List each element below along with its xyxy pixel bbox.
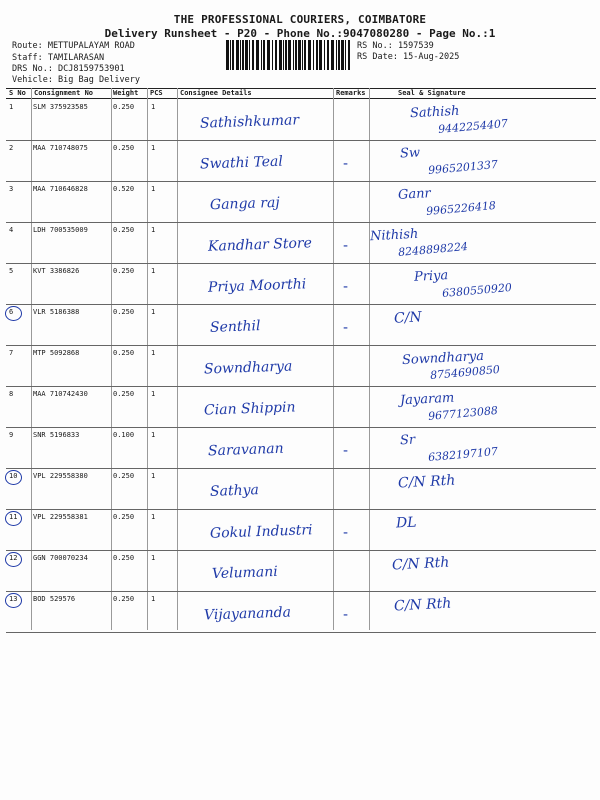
row-remarks: - [343, 525, 349, 541]
row-weight: 0.250 [113, 472, 135, 480]
row-sno: 9 [9, 431, 14, 439]
row-weight: 0.250 [113, 390, 135, 398]
col-divider [369, 88, 370, 630]
row-phone-number: 8248898224 [397, 239, 469, 260]
col-divider [177, 88, 178, 630]
row-weight: 0.250 [113, 144, 135, 152]
row-consignee-name: Sowndharya [203, 358, 293, 378]
row-consignee-name: Swathi Teal [199, 153, 284, 173]
row-weight: 0.250 [113, 554, 135, 562]
barcode-bar [261, 40, 262, 70]
row-remarks: - [343, 607, 349, 623]
row-remarks: - [343, 279, 349, 295]
row-pcs: 1 [151, 513, 156, 521]
row-signature: Sw [399, 145, 421, 162]
row-phone-number: 9677123088 [427, 403, 499, 424]
barcode-bar [230, 40, 231, 70]
row-signature: C/N Rth [393, 595, 452, 615]
rs-date: RS Date: 15-Aug-2025 [357, 52, 460, 62]
table-header-border [6, 98, 596, 99]
barcode-bar [316, 40, 318, 70]
barcode-bar [267, 40, 270, 70]
row-remarks: - [343, 156, 349, 172]
row-separator [6, 140, 596, 141]
row-weight: 0.250 [113, 267, 135, 275]
ink-circle-mark [5, 593, 22, 608]
row-consignment-no: MAA 710742430 [33, 390, 88, 398]
barcode-bar [272, 40, 273, 70]
row-phone-number: 9965226418 [425, 198, 497, 219]
row-sno: 6 [9, 308, 14, 316]
row-consignment-no: VLR 5186388 [33, 308, 80, 316]
row-consignee-name: Kandhar Store [207, 235, 313, 255]
barcode-bar [252, 40, 254, 70]
row-sno: 2 [9, 144, 14, 152]
row-consignee-name: Priya Moorthi [207, 276, 307, 296]
row-pcs: 1 [151, 226, 156, 234]
col-divider [31, 88, 32, 630]
col-divider [111, 88, 112, 630]
rs-number: RS No.: 1597539 [357, 41, 434, 51]
col-divider [333, 88, 334, 630]
col-consignment: Consignment No [34, 89, 94, 97]
col-sno: S No [9, 89, 26, 97]
barcode-bar [331, 40, 334, 70]
table-top-border [6, 88, 596, 89]
barcode-bar [249, 40, 250, 70]
row-phone-number: 6382197107 [427, 444, 499, 465]
barcode-bar [275, 40, 277, 70]
row-separator [6, 509, 596, 510]
row-consignment-no: MAA 710646828 [33, 185, 88, 193]
row-separator [6, 304, 596, 305]
row-weight: 0.250 [113, 226, 135, 234]
row-separator [6, 591, 596, 592]
barcode-bar [245, 40, 248, 70]
row-signature: C/N [393, 309, 423, 327]
barcode-bar [288, 40, 291, 70]
row-consignee-name: Senthil [209, 318, 261, 336]
row-signature: DL [395, 514, 417, 532]
row-signature: Sr [399, 432, 416, 449]
route-label: Route: METTUPALAYAM ROAD [12, 41, 135, 51]
row-pcs: 1 [151, 349, 156, 357]
row-remarks: - [343, 320, 349, 336]
row-consignment-no: VPL 229558381 [33, 513, 88, 521]
ink-circle-mark [5, 511, 22, 526]
row-remarks: - [343, 238, 349, 254]
barcode-bar [308, 40, 311, 70]
col-consignee: Consignee Details [180, 89, 252, 97]
staff-label: Staff: TAMILARASAN [12, 53, 105, 63]
row-pcs: 1 [151, 308, 156, 316]
barcode-bar [304, 40, 306, 70]
barcode-bar [226, 40, 229, 70]
row-separator [6, 427, 596, 428]
barcode-bar [302, 40, 303, 70]
barcode-bar [336, 40, 337, 70]
row-sno: 12 [9, 554, 18, 562]
row-separator [6, 222, 596, 223]
row-consignment-no: KVT 3386826 [33, 267, 80, 275]
row-pcs: 1 [151, 472, 156, 480]
col-pcs: PCS [150, 89, 163, 97]
ink-circle-mark [5, 552, 22, 567]
row-separator [6, 263, 596, 264]
row-consignment-no: SNR 5196833 [33, 431, 80, 439]
row-separator [6, 386, 596, 387]
runsheet-title: Delivery Runsheet - P20 - Phone No.:9047080280 - Page No.:1 [104, 27, 496, 40]
barcode-bar [263, 40, 265, 70]
barcode-bar [285, 40, 287, 70]
barcode-bar [242, 40, 244, 70]
barcode-bar [279, 40, 282, 70]
barcode-image [226, 40, 352, 70]
row-signature: Sathish [409, 103, 460, 122]
row-signature: C/N Rth [397, 472, 456, 492]
row-pcs: 1 [151, 144, 156, 152]
row-consignee-name: Gokul Industri [209, 522, 313, 542]
ink-circle-mark [5, 306, 22, 321]
row-sno: 7 [9, 349, 14, 357]
row-consignment-no: VPL 229558380 [33, 472, 88, 480]
row-signature: Nithish [369, 226, 419, 245]
row-phone-number: 6380550920 [441, 280, 513, 301]
barcode-bar [327, 40, 329, 70]
barcode-bar [348, 40, 350, 70]
row-consignee-name: Ganga raj [209, 194, 280, 214]
barcode-bar [256, 40, 259, 70]
row-weight: 0.520 [113, 185, 135, 193]
row-sno: 10 [9, 472, 18, 480]
barcode-bar [341, 40, 344, 70]
barcode-bar [319, 40, 322, 70]
barcode-bar [283, 40, 284, 70]
row-consignee-name: Sathya [209, 482, 260, 500]
row-separator [6, 345, 596, 346]
barcode-bar [298, 40, 301, 70]
row-sno: 13 [9, 595, 18, 603]
row-signature: Sowndharya [401, 348, 485, 369]
row-sno: 3 [9, 185, 14, 193]
drs-label: DRS No.: DCJ8159753901 [12, 64, 125, 74]
row-pcs: 1 [151, 554, 156, 562]
ink-circle-mark [5, 470, 22, 485]
row-separator [6, 181, 596, 182]
row-consignment-no: BOD 529576 [33, 595, 76, 603]
row-consignee-name: Vijayananda [203, 604, 292, 624]
row-pcs: 1 [151, 103, 156, 111]
row-consignment-no: MTP 5092868 [33, 349, 80, 357]
row-pcs: 1 [151, 390, 156, 398]
row-sno: 4 [9, 226, 14, 234]
row-pcs: 1 [151, 267, 156, 275]
row-consignment-no: SLM 375923585 [33, 103, 88, 111]
row-weight: 0.250 [113, 103, 135, 111]
row-weight: 0.250 [113, 513, 135, 521]
row-signature: C/N Rth [391, 554, 450, 574]
barcode-bar [295, 40, 297, 70]
row-separator [6, 632, 596, 633]
row-signature: Ganr [397, 186, 432, 203]
barcode-bar [232, 40, 234, 70]
barcode-bar [345, 40, 346, 70]
row-pcs: 1 [151, 595, 156, 603]
row-sno: 1 [9, 103, 14, 111]
barcode-bar [313, 40, 314, 70]
row-consignee-name: Saravanan [207, 440, 284, 460]
row-sno: 8 [9, 390, 14, 398]
barcode-bar [240, 40, 241, 70]
barcode-bar [338, 40, 340, 70]
row-weight: 0.250 [113, 595, 135, 603]
col-seal-signature: Seal & Signature [398, 89, 466, 97]
col-divider [147, 88, 148, 630]
row-remarks: - [343, 443, 349, 459]
row-consignment-no: GGN 700070234 [33, 554, 88, 562]
row-consignee-name: Velumani [211, 563, 278, 583]
row-sno: 5 [9, 267, 14, 275]
row-separator [6, 468, 596, 469]
row-pcs: 1 [151, 431, 156, 439]
col-weight: Weight [113, 89, 139, 97]
row-weight: 0.250 [113, 308, 135, 316]
row-separator [6, 550, 596, 551]
col-remarks: Remarks [336, 89, 366, 97]
row-phone-number: 8754690850 [429, 362, 501, 383]
row-consignment-no: LDH 700535009 [33, 226, 88, 234]
barcode-bar [293, 40, 294, 70]
row-phone-number: 9965201337 [427, 157, 499, 178]
row-weight: 0.250 [113, 349, 135, 357]
row-pcs: 1 [151, 185, 156, 193]
row-consignee-name: Sathishkumar [199, 112, 300, 132]
barcode-bar [236, 40, 239, 70]
row-sno: 11 [9, 513, 18, 521]
row-phone-number: 9442254407 [437, 116, 509, 137]
row-signature: Jayaram [399, 390, 455, 409]
row-consignment-no: MAA 710748075 [33, 144, 88, 152]
row-weight: 0.100 [113, 431, 135, 439]
vehicle-label: Vehicle: Big Bag Delivery [12, 75, 140, 85]
row-consignee-name: Cian Shippin [203, 399, 296, 419]
barcode-bar [324, 40, 325, 70]
row-signature: Priya [413, 268, 449, 285]
company-name: THE PROFESSIONAL COURIERS, COIMBATORE [173, 13, 427, 26]
